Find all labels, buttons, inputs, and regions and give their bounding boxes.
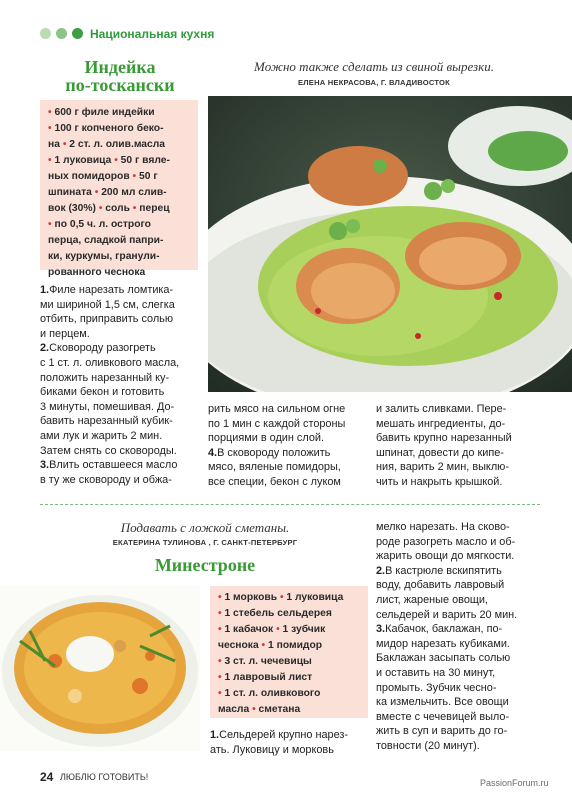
step-number: 2.	[376, 564, 386, 577]
bullet-icon: •	[218, 688, 222, 699]
bullet-icon: •	[276, 624, 280, 635]
text-line: вместе с чечевицей выло-	[376, 710, 510, 723]
ingredient-line: масла • сметана	[218, 704, 301, 715]
text-line: отбить, приправить солью	[40, 313, 174, 326]
bullet-icon: •	[94, 187, 99, 198]
text-line: мясо, вяленые помидоры,	[208, 461, 341, 474]
ingredient-line: вок (30%) • соль • перец	[48, 203, 170, 214]
bullet-icon: •	[218, 592, 222, 603]
ingredient-line: ных помидоров • 50 г	[48, 171, 158, 182]
text-line: шпинат, довести до кипе-	[376, 446, 504, 459]
text-line: ми шириной 1,5 см, слегка	[40, 298, 175, 311]
header-dot	[56, 28, 67, 39]
bullet-icon: •	[48, 155, 52, 166]
text-line: все специи, бекон с луком	[208, 475, 341, 488]
bullet-icon: •	[132, 171, 137, 182]
ingredient-line: шпината • 200 мл слив-	[48, 187, 167, 198]
quote-author: ЕЛЕНА НЕКРАСОВА, Г. ВЛАДИВОСТОК	[298, 78, 450, 87]
ingredient-line: • 600 г филе индейки	[48, 107, 155, 118]
text-line: мидор нарезать кубиками.	[376, 637, 510, 650]
text-line: мелко нарезать. На сково-	[376, 521, 510, 533]
text-line: сельдерей и варить 20 мин.	[376, 608, 518, 621]
recipe-steps-column	[376, 402, 541, 490]
bullet-icon: •	[48, 107, 52, 118]
text-line: с 1 ст. л. оливкового масла,	[40, 356, 180, 369]
text-line: по 1 мин с каждой стороны	[208, 417, 346, 430]
watermark: PassionForum.ru	[480, 778, 549, 788]
bullet-icon: •	[48, 219, 52, 230]
ingredients-list	[210, 586, 368, 718]
ingredient-line: • по 0,5 ч. л. острого	[48, 219, 151, 230]
recipe-steps-column	[208, 402, 373, 490]
step-number: 3.	[40, 459, 50, 472]
header-dot	[40, 28, 51, 39]
ingredient-line: ки, куркумы, гранули-	[48, 251, 160, 262]
text-line: ами лук и жарить 2 мин.	[40, 429, 163, 442]
text-line: чить и накрыть крышкой.	[376, 475, 503, 488]
text-line: 3.Кабачок, баклажан, по-	[376, 623, 503, 636]
bullet-icon: •	[132, 203, 137, 214]
ingredient-line: • 1 морковь • 1 луковица	[218, 592, 344, 603]
text-line: промыть. Зубчик чесно-	[376, 681, 497, 694]
step-number: 4.	[208, 446, 218, 459]
section-divider	[40, 504, 540, 505]
ingredient-line: чеснока • 1 помидор	[218, 640, 323, 651]
ingredient-line: • 100 г копченого беко-	[48, 123, 164, 134]
ingredient-line: на • 2 ст. л. олив.масла	[48, 139, 166, 150]
text-line: лист, жареные овощи,	[376, 593, 488, 606]
text-line: и оставить на 30 минут,	[376, 666, 496, 679]
text-line: положить нарезанный ку-	[40, 371, 170, 384]
bullet-icon: •	[98, 203, 103, 214]
ingredient-line: • 3 ст. л. чечевицы	[218, 656, 312, 667]
text-line: ка измельчить. Все овощи	[376, 696, 509, 709]
recipe-steps-column	[210, 728, 375, 757]
step-number: 2.	[40, 342, 50, 355]
step-number: 1.	[210, 729, 220, 741]
recipe-steps-column	[376, 520, 541, 754]
text-line: жарить овощи до мягкости.	[376, 550, 515, 563]
step-number: 3.	[376, 623, 386, 636]
dish-photo-minestrone	[0, 586, 200, 751]
section-title: Национальная кухня	[90, 27, 215, 41]
text-line: жить в суп и варить до го-	[376, 725, 508, 738]
bullet-icon: •	[48, 123, 52, 134]
step-number: 1.	[40, 284, 50, 296]
text-line: ать. Луковицу и морковь	[210, 743, 334, 756]
text-line: 2.Сковороду разогреть	[40, 342, 156, 355]
text-line: порциями в один слой.	[208, 432, 325, 445]
text-line: товности (20 минут).	[376, 739, 480, 752]
recipe-quote: Подавать с ложкой сметаны.	[120, 520, 290, 535]
text-line: роде разогреть масло и об-	[376, 535, 516, 548]
text-line: 1.Сельдерей крупно нарез-	[210, 729, 349, 741]
text-line: рить мясо на сильном огне	[208, 403, 346, 415]
ingredients-box	[210, 586, 368, 718]
text-line: и залить сливками. Пере-	[376, 403, 507, 415]
text-line: бавить нарезанный кубик-	[40, 415, 173, 428]
text-line: в ту же сковороду и обжа-	[40, 473, 172, 486]
recipe-quote: Можно также сделать из свиной вырезки.	[254, 59, 494, 74]
ingredient-line: • 1 ст. л. оливкового	[218, 688, 321, 699]
recipe-steps-column	[40, 283, 205, 487]
bullet-icon: •	[261, 640, 266, 651]
recipe-title-line: по-тоскански	[65, 75, 175, 95]
header-dot	[72, 28, 83, 39]
ingredients-box	[40, 100, 198, 278]
text-line: 1.Филе нарезать ломтика-	[40, 284, 174, 296]
text-line: ния, варить 2 мин, выклю-	[376, 461, 509, 474]
ingredient-line: • 1 лавровый лист	[218, 672, 313, 683]
text-line: и перцем.	[40, 327, 90, 340]
bullet-icon: •	[279, 592, 284, 603]
text-line: Баклажан засыпать солью	[376, 652, 511, 665]
magazine-name: ЛЮБЛЮ ГОТОВИТЬ!	[60, 772, 149, 782]
bullet-icon: •	[218, 672, 222, 683]
bullet-icon: •	[252, 704, 256, 715]
ingredient-line: рованного чеснока	[48, 267, 146, 278]
text-line: 3 минуты, помешивая. До-	[40, 400, 175, 413]
dish-photo-turkey	[208, 96, 572, 392]
text-line: мешать ингредиенты, до-	[376, 417, 506, 430]
text-line: 4.В сковороду положить	[208, 446, 331, 459]
bullet-icon: •	[62, 139, 67, 150]
recipe-title: Минестроне	[154, 555, 256, 575]
bullet-icon: •	[218, 624, 222, 635]
recipe-title	[40, 58, 200, 94]
text-line: биками бекон и готовить	[40, 386, 165, 399]
ingredient-line: • 1 луковица • 50 г вяле-	[48, 155, 170, 166]
ingredient-line: • 1 стебель сельдерея	[218, 608, 332, 619]
page-number: 24	[40, 770, 54, 784]
text-line: 2.В кастрюле вскипятить	[376, 564, 502, 577]
text-line: 3.Влить оставшееся масло	[40, 459, 178, 472]
text-line: бавить крупно нарезанный	[376, 432, 512, 445]
ingredient-line: перца, сладкой папри-	[48, 235, 164, 246]
quote-author: ЕКАТЕРИНА ТУЛИНОВА , Г. САНКТ-ПЕТЕРБУРГ	[112, 538, 298, 547]
ingredients-list	[40, 100, 198, 281]
recipe-title-line: Индейка	[84, 57, 156, 77]
ingredient-line: • 1 кабачок • 1 зубчик	[218, 624, 326, 635]
text-line: воду, добавить лавровый	[376, 579, 505, 592]
bullet-icon: •	[218, 656, 222, 667]
bullet-icon: •	[218, 608, 222, 619]
text-line: Затем снять со сковороды.	[40, 444, 177, 457]
bullet-icon: •	[114, 155, 118, 166]
